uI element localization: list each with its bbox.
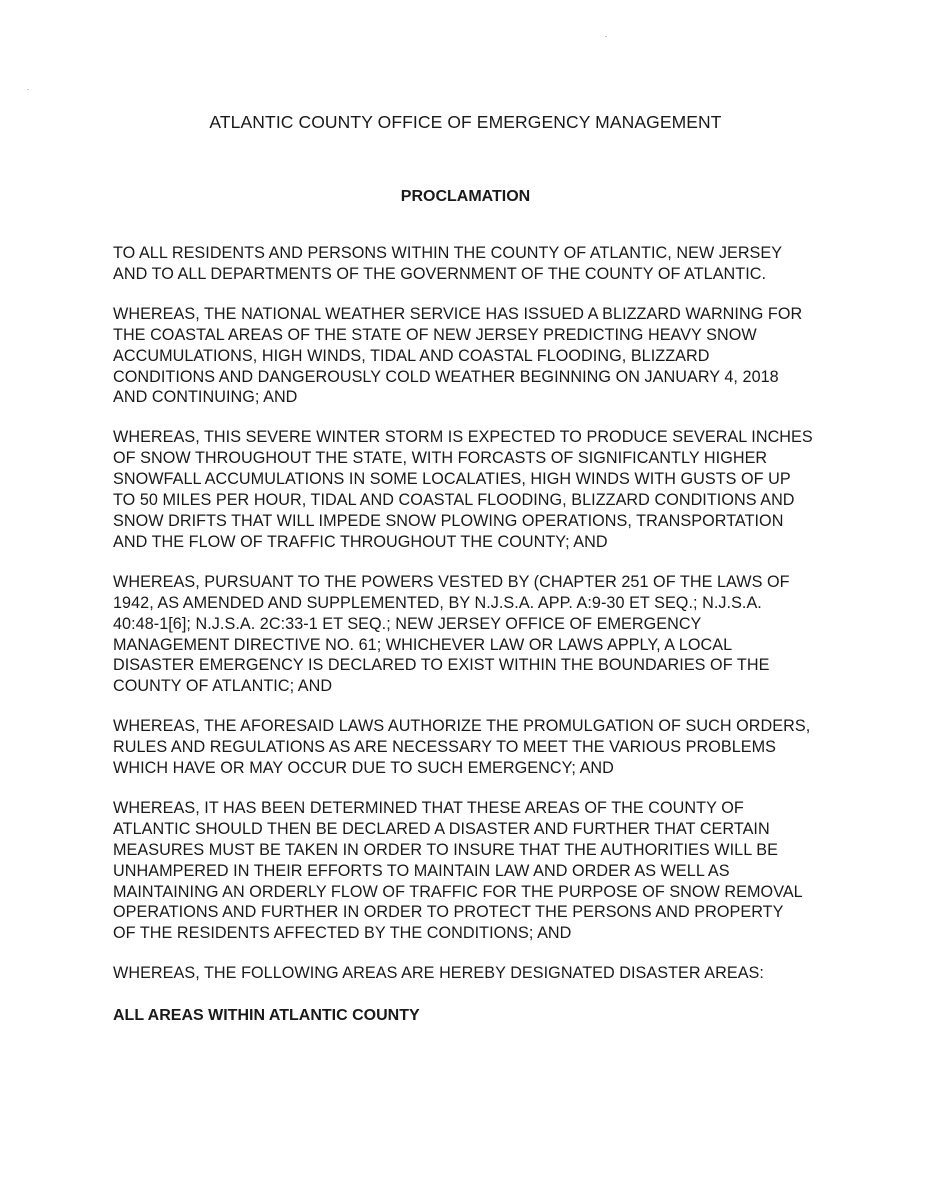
text-line: ATLANTIC SHOULD THEN BE DECLARED A DISASTER AND FURTHER THAT CERTAIN xyxy=(113,819,770,838)
text-line: WHEREAS, THE FOLLOWING AREAS ARE HEREBY DESIGNATED DISASTER AREAS: xyxy=(113,964,764,983)
text-line: ACCUMULATIONS, HIGH WINDS, TIDAL AND COASTAL FLOODING, BLIZZARD xyxy=(113,346,710,365)
whereas-paragraph-orders xyxy=(113,716,833,779)
scan-speck xyxy=(605,36,607,37)
whereas-paragraph-weather-warning xyxy=(113,304,833,409)
text-line: AND TO ALL DEPARTMENTS OF THE GOVERNMENT OF THE COUNTY OF ATLANTIC. xyxy=(113,264,767,283)
text-line: MAINTAINING AN ORDERLY FLOW OF TRAFFIC FOR THE PURPOSE OF SNOW REMOVAL xyxy=(113,882,803,901)
text-line: SNOWFALL ACCUMULATIONS IN SOME LOCALATIES, HIGH WINDS WITH GUSTS OF UP xyxy=(113,470,791,489)
text-line: WHEREAS, THE AFORESAID LAWS AUTHORIZE THE PROMULGATION OF SUCH ORDERS, xyxy=(113,717,811,736)
text-line: WHEREAS, THIS SEVERE WINTER STORM IS EXPECTED TO PRODUCE SEVERAL INCHES xyxy=(113,428,813,447)
text-line: TO ALL RESIDENTS AND PERSONS WITHIN THE COUNTY OF ATLANTIC, NEW JERSEY xyxy=(113,244,783,262)
text-line: OF SNOW THROUGHOUT THE STATE, WITH FORCASTS OF SIGNIFICANTLY HIGHER xyxy=(113,449,768,468)
text-line: WHEREAS, IT HAS BEEN DETERMINED THAT THESE AREAS OF THE COUNTY OF xyxy=(113,798,744,817)
text-line: 40:48-1[6]; N.J.S.A. 2C:33-1 ET SEQ.; NEW JERSEY OFFICE OF EMERGENCY xyxy=(113,614,702,633)
text-line: MEASURES MUST BE TAKEN IN ORDER TO INSURE THAT THE AUTHORITIES WILL BE xyxy=(113,840,778,859)
whereas-paragraph-legal-authority xyxy=(113,572,833,697)
address-paragraph xyxy=(113,243,833,285)
text-line: RULES AND REGULATIONS AS ARE NECESSARY TO MEET THE VARIOUS PROBLEMS xyxy=(113,738,777,757)
text-line: AND THE FLOW OF TRAFFIC THROUGHOUT THE COUNTY; AND xyxy=(113,532,608,551)
scan-speck xyxy=(27,89,29,90)
text-line: CONDITIONS AND DANGEROUSLY COLD WEATHER BEGINNING ON JANUARY 4, 2018 xyxy=(113,367,779,386)
text-line: DISASTER EMERGENCY IS DECLARED TO EXIST WITHIN THE BOUNDARIES OF THE xyxy=(113,656,770,675)
organization-heading: ATLANTIC COUNTY OFFICE OF EMERGENCY MANAGEMENT xyxy=(209,112,722,132)
whereas-paragraph-storm-forecast xyxy=(113,427,833,552)
text-line: SNOW DRIFTS THAT WILL IMPEDE SNOW PLOWING OPERATIONS, TRANSPORTATION xyxy=(113,511,784,530)
text-line: MANAGEMENT DIRECTIVE NO. 61; WHICHEVER LAW OR LAWS APPLY, A LOCAL xyxy=(113,635,733,654)
text-line: COUNTY OF ATLANTIC; AND xyxy=(113,677,333,696)
document-title: PROCLAMATION xyxy=(400,188,531,205)
text-line: AND CONTINUING; AND xyxy=(113,388,298,407)
designated-area-heading: ALL AREAS WITHIN ATLANTIC COUNTY xyxy=(113,1007,420,1025)
text-line: UNHAMPERED IN THEIR EFFORTS TO MAINTAIN LAW AND ORDER AS WELL AS xyxy=(113,861,730,880)
text-line: WHICH HAVE OR MAY OCCUR DUE TO SUCH EMERGENCY; AND xyxy=(113,759,614,778)
text-line: 1942, AS AMENDED AND SUPPLEMENTED, BY N.J.S.A. APP. A:9-30 ET SEQ.; N.J.S.A. xyxy=(113,593,762,612)
text-line: OPERATIONS AND FURTHER IN ORDER TO PROTECT THE PERSONS AND PROPERTY xyxy=(113,903,784,922)
text-line: WHEREAS, THE NATIONAL WEATHER SERVICE HAS ISSUED A BLIZZARD WARNING FOR xyxy=(113,304,803,323)
text-line: THE COASTAL AREAS OF THE STATE OF NEW JERSEY PREDICTING HEAVY SNOW xyxy=(113,325,757,344)
text-line: TO 50 MILES PER HOUR, TIDAL AND COASTAL FLOODING, BLIZZARD CONDITIONS AND xyxy=(113,491,795,510)
whereas-paragraph-designated-areas xyxy=(113,963,833,984)
text-line: WHEREAS, PURSUANT TO THE POWERS VESTED BY (CHAPTER 251 OF THE LAWS OF xyxy=(113,572,790,591)
text-line: OF THE RESIDENTS AFFECTED BY THE CONDITIONS; AND xyxy=(113,924,572,943)
proclamation-body xyxy=(113,243,833,1026)
whereas-paragraph-disaster-declaration xyxy=(113,798,833,944)
